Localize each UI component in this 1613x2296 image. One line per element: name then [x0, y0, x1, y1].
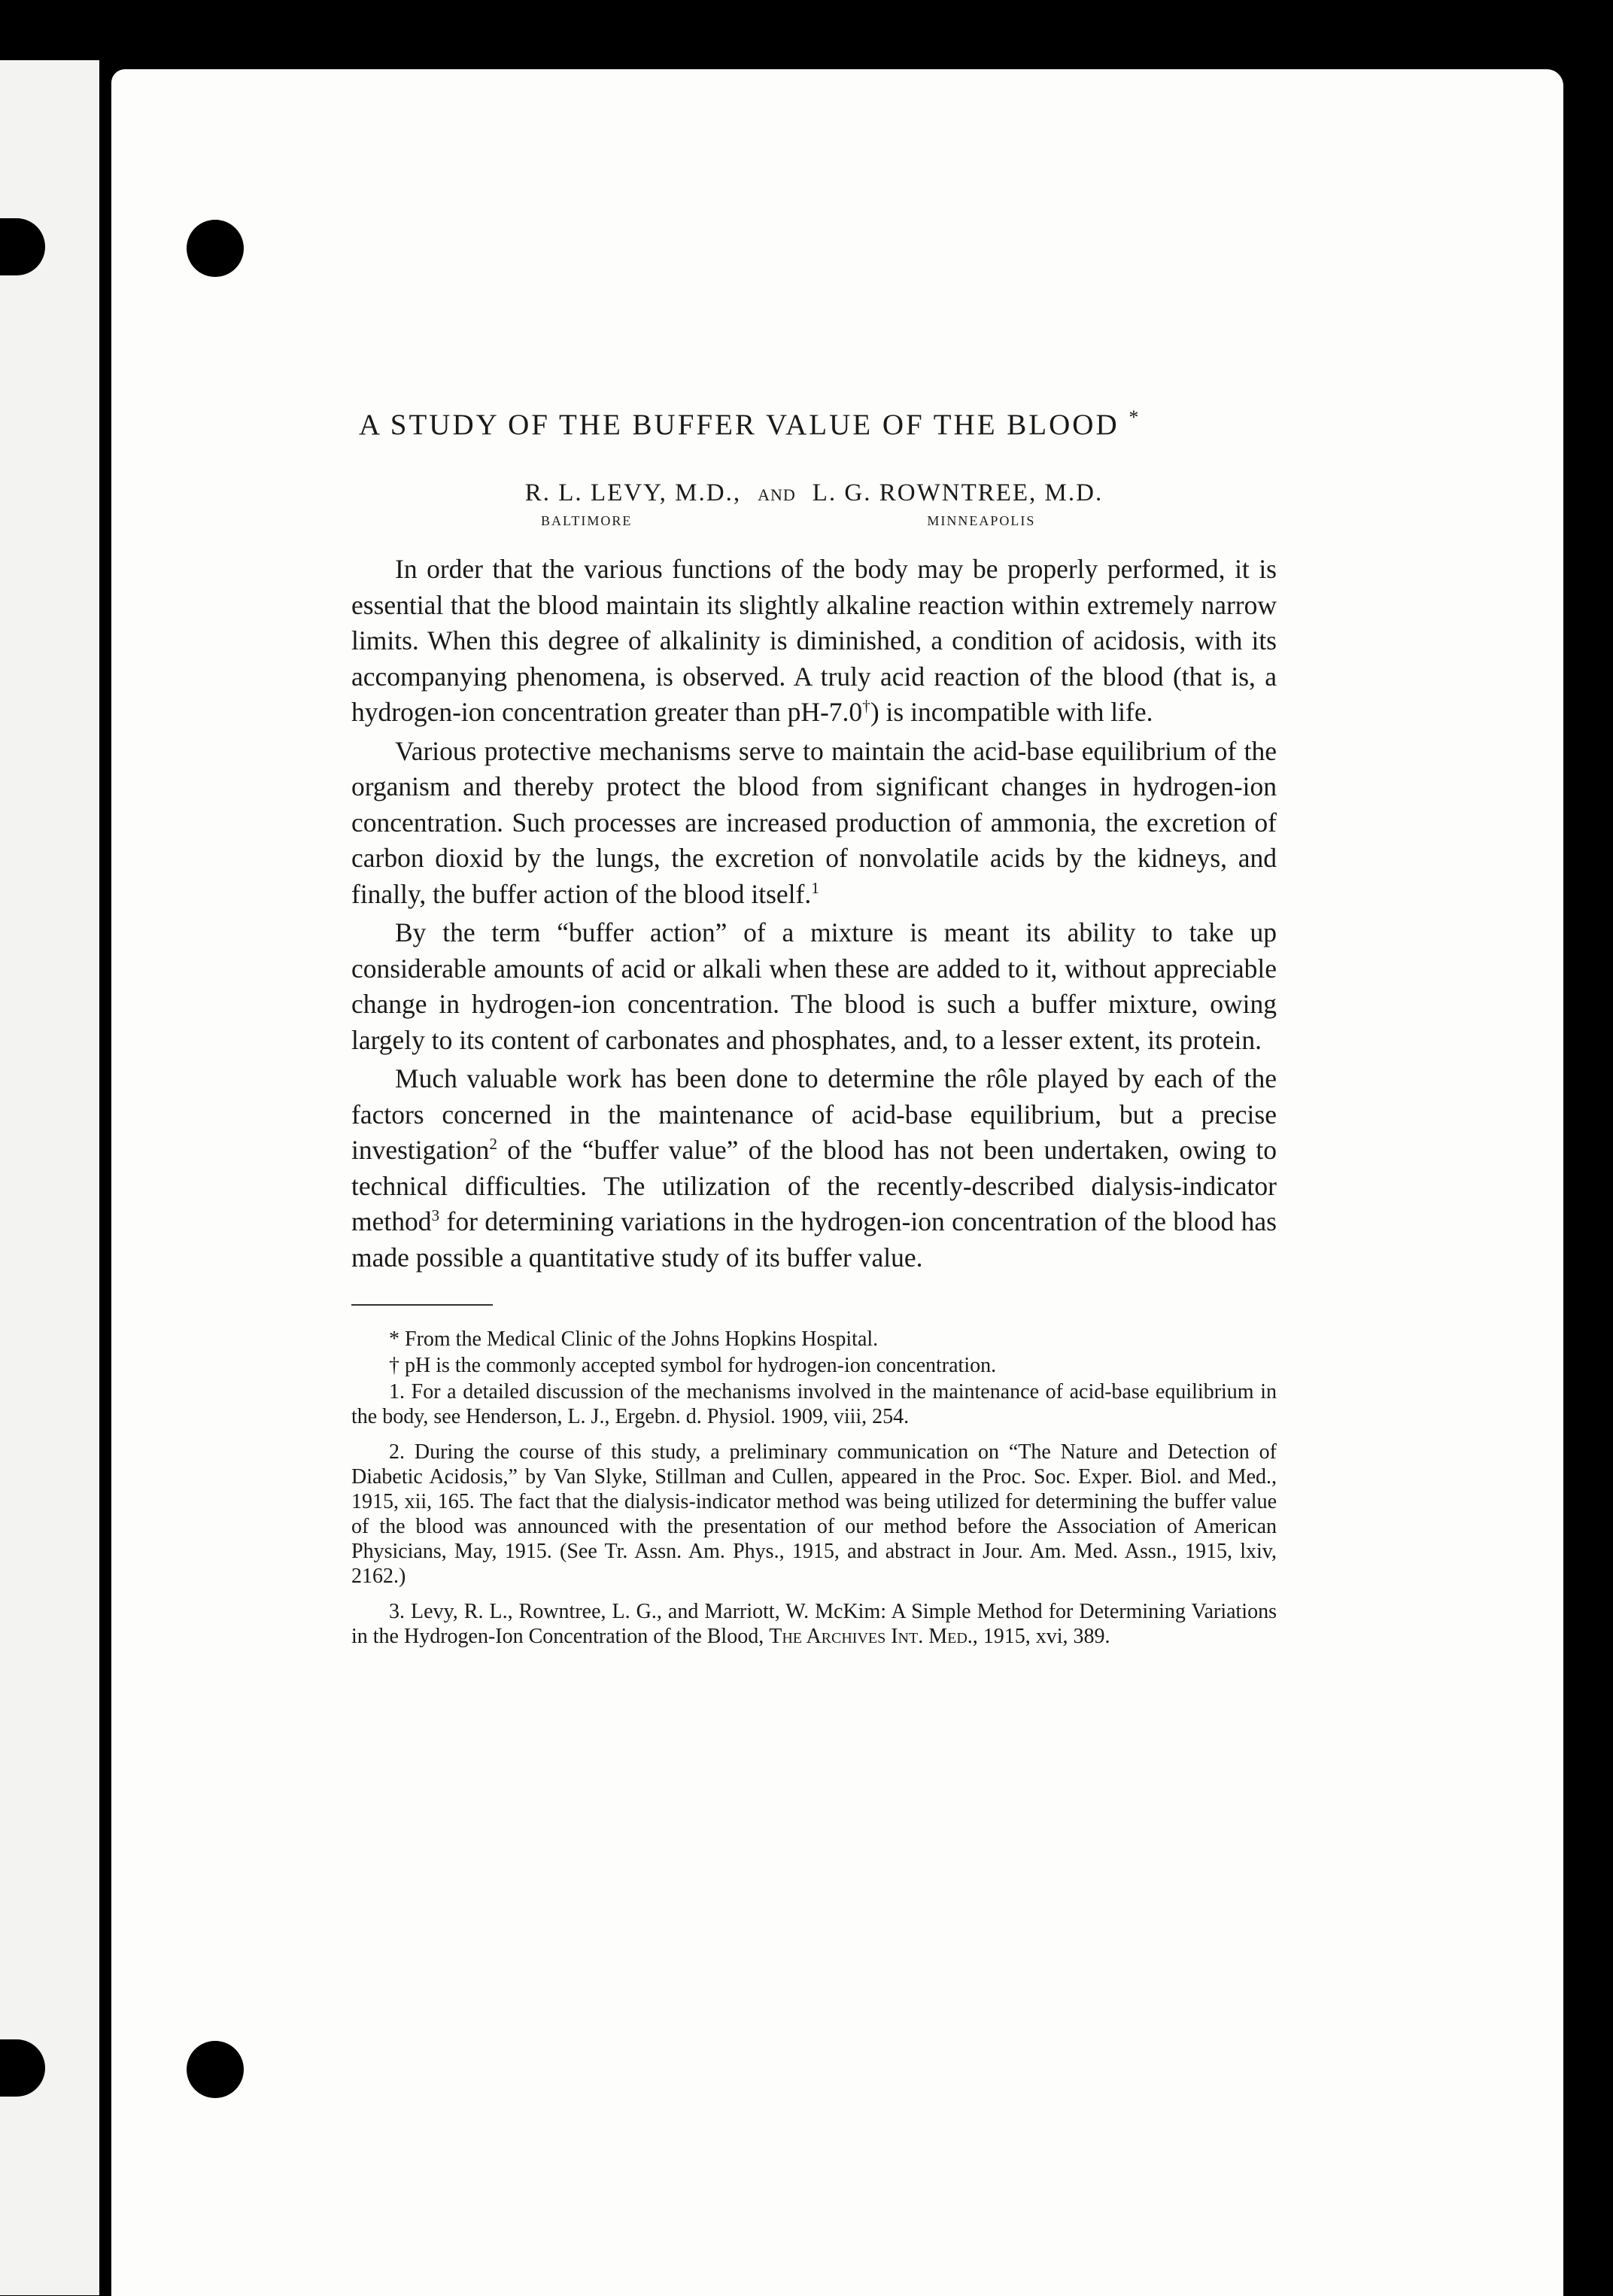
previous-page-edge — [0, 60, 99, 2295]
paragraph-1-text-a: In order that the various functions of the body may be properly performed, it is essential that the blood maintain its slightly alkaline reaction within extremely narrow limits. When this degree of alkalinity is diminished, a condition of acidosis, with its accompanying phenomena, is observed. A truly acid reaction of the blood (that is, a hydrogen-ion concentration greater than pH-7.0 — [351, 554, 1277, 727]
footnote-ref-2: 2 — [489, 1135, 498, 1154]
paragraph-4-text-c: for determining variations in the hydrogen-ion concentration of the blood has made possible a quantitative study of its buffer value. — [351, 1206, 1277, 1273]
paragraph-4-text-a: Much valuable work has been done to determine the rôle played by each of the factors concerned in the maintenance of acid-base equilibrium, but a precise investigation — [351, 1063, 1277, 1165]
body-paragraph-4 — [351, 1061, 1277, 1276]
paragraph-1-text-b: ) is incompatible with life. — [870, 697, 1153, 727]
footnote-ref-1: 1 — [811, 878, 819, 897]
city-minneapolis: MINNEAPOLIS — [927, 513, 1036, 528]
author-affiliations — [351, 513, 1277, 529]
punch-hole-top — [187, 220, 244, 277]
footnote-2: 2. During the course of this study, a preliminary communication on “The Nature and Detection of Diabetic Acidosis,” by Van Slyke, Stillman and Cullen, appeared in the Proc. Soc. Exper. Biol. and Med., 1915, xii, 165. The fact that the dialysis-indicator method was being utilized for determining the buffer value of the blood was announced with the presentation of our method before the Association of American Physicians, May, 1915. (See Tr. Assn. Am. Phys., 1915, and abstract in Jour. Am. Med. Assn., 1915, lxiv, 2162.) — [351, 1440, 1277, 1588]
article-text — [351, 406, 1277, 1649]
author-levy: R. L. LEVY, M.D., — [524, 479, 742, 506]
body-paragraph-1 — [351, 552, 1277, 731]
paragraph-4-text-b: of the “buffer value” of the blood has not been undertaken, owing to technical difficulties. The utilization of the recently-described dialysis-indicator method — [351, 1135, 1277, 1236]
footnote-dagger: † pH is the commonly accepted symbol for hydrogen-ion concentration. — [389, 1354, 997, 1377]
author-conjunction: AND — [758, 485, 796, 504]
author-line — [351, 479, 1277, 507]
footnote-3-text-a: 3. Levy, R. L., Rowntree, L. G., and Marriott, W. McKim: A Simple Method for Determining Variations in the Hydrogen-Ion Concentration of the Blood, — [351, 1600, 1277, 1648]
dagger-mark: † — [862, 697, 870, 716]
author-rowntree: L. G. ROWNTREE, M.D. — [812, 479, 1104, 506]
paragraph-2-text: Various protective mechanisms serve to maintain the acid-base equilibrium of the organism and thereby protect the blood from significant changes in hydrogen-ion concentration. Such processes are increased production of ammonia, the excretion of carbon dioxid by the lungs, the excretion of nonvolatile acids by the kidneys, and finally, the buffer action of the blood itself. — [351, 735, 1277, 909]
body-paragraph-3: By the term “buffer action” of a mixture is meant its ability to take up considerable amounts of acid or alkali when these are added to it, without appreciable change in hydrogen-ion concentration. The blood is such a buffer mixture, owing largely to its content of carbonates and phosphates, and, to a lesser extent, its protein. — [351, 917, 1277, 1055]
city-baltimore: BALTIMORE — [541, 513, 633, 528]
footnote-3-journal: The Archives Int. Med. — [769, 1625, 973, 1648]
footnote-1: 1. For a detailed discussion of the mechanisms involved in the maintenance of acid-base equilibrium in the body, see Henderson, L. J., Ergebn. d. Physiol. 1909, viii, 254. — [351, 1380, 1277, 1428]
footnote-3-text-b: , 1915, xvi, 389. — [972, 1625, 1110, 1648]
footnote-divider — [351, 1304, 493, 1306]
footnote-ref-3: 3 — [431, 1206, 440, 1225]
body-paragraph-2 — [351, 734, 1277, 913]
punch-hole-bottom — [187, 2041, 244, 2098]
footnote-3 — [351, 1599, 1277, 1649]
article-title — [359, 406, 1277, 442]
article-title-text: A STUDY OF THE BUFFER VALUE OF THE BLOOD — [359, 409, 1119, 441]
title-footnote-mark: * — [1128, 406, 1141, 428]
footnote-star: * From the Medical Clinic of the Johns Hopkins Hospital. — [389, 1327, 879, 1351]
